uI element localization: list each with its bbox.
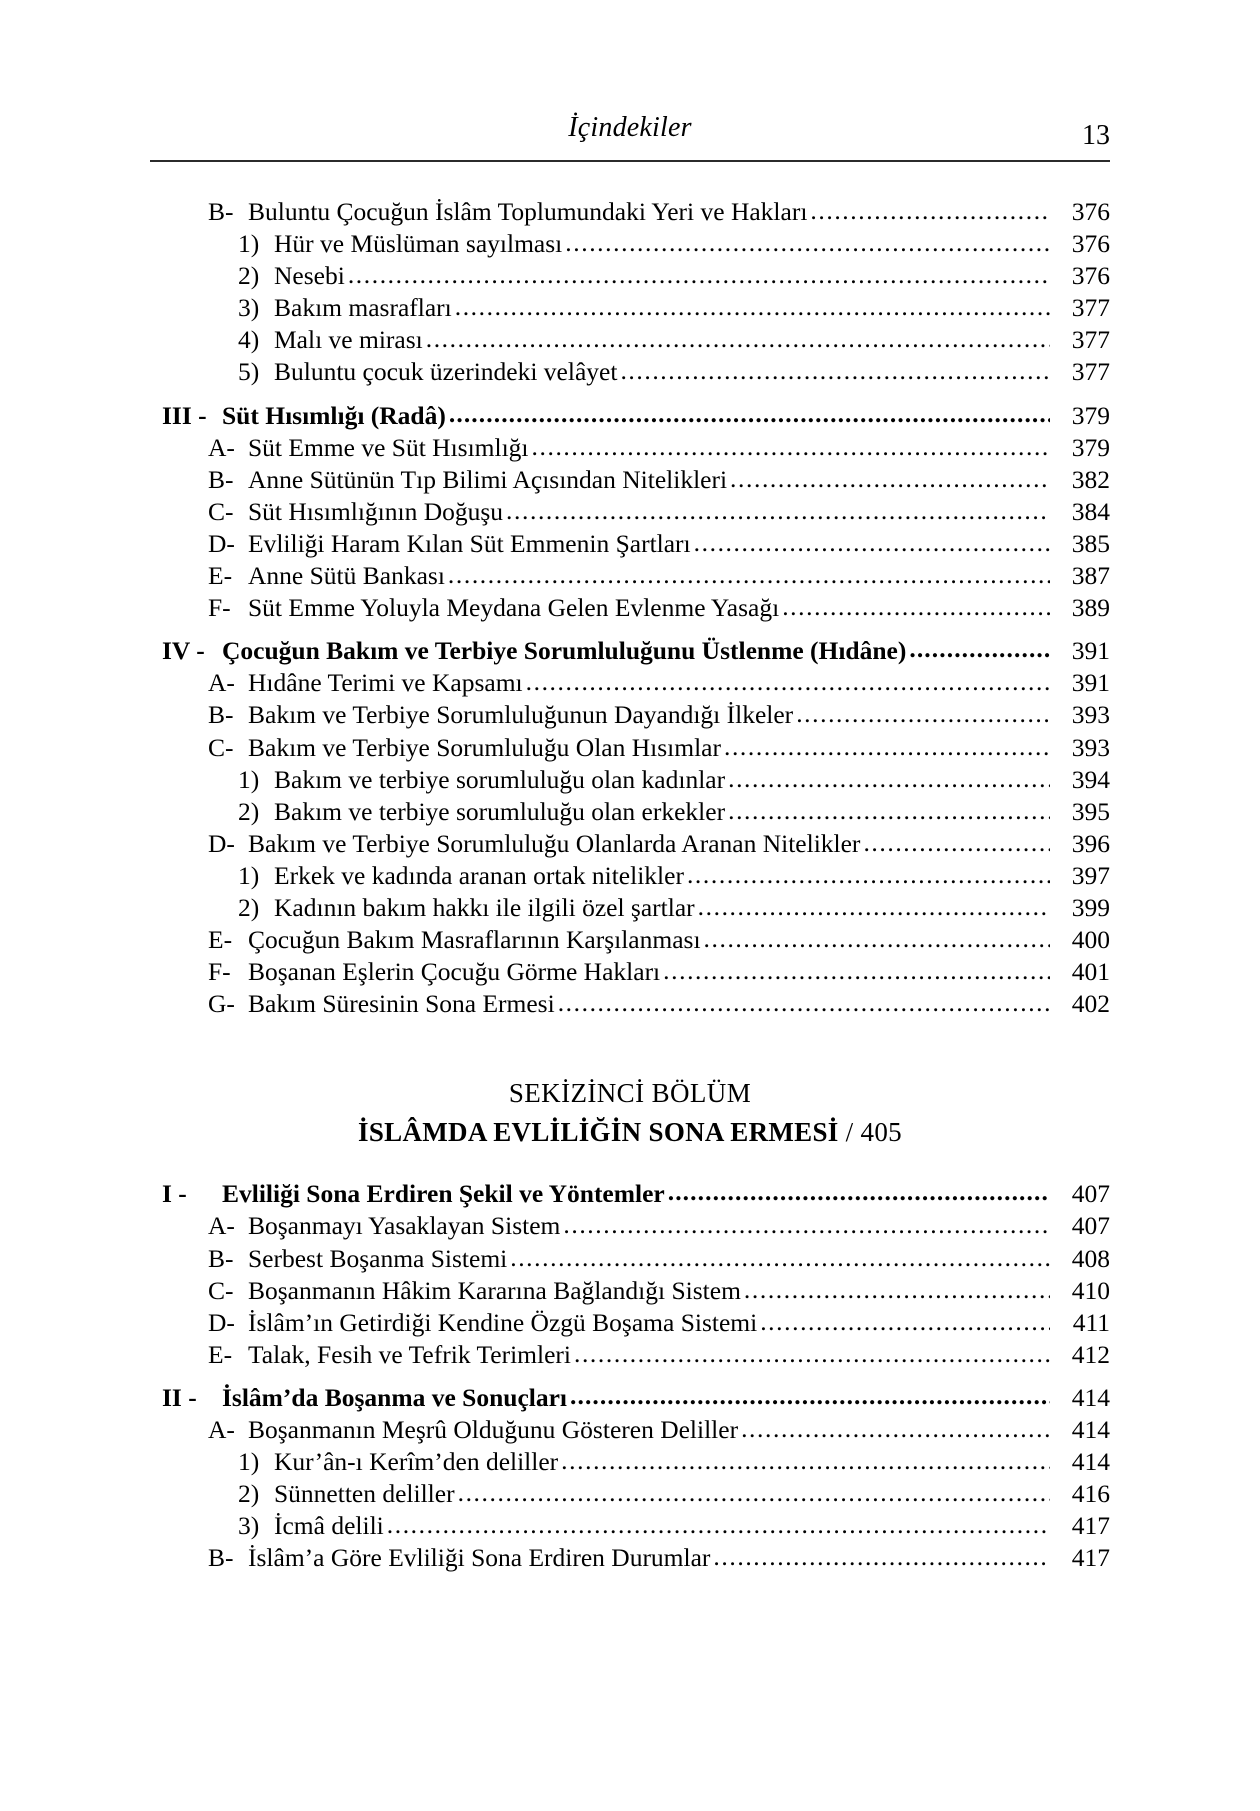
toc-leader-dots: [687, 859, 1050, 891]
toc-entry-label: B-: [208, 700, 234, 730]
toc-list-part-two: [150, 1178, 1110, 1574]
toc-entry[interactable]: [150, 796, 1110, 828]
toc-entry[interactable]: [150, 1478, 1110, 1510]
folio-number: 13: [1082, 120, 1110, 151]
toc-entry-page: 414: [1071, 1415, 1110, 1444]
toc-entry-label: III -: [162, 400, 207, 430]
toc-leader-dots: [532, 431, 1050, 463]
toc-leader-dots: [744, 1274, 1050, 1306]
toc-entry-page: 379: [1071, 400, 1110, 430]
toc-entry-page: 417: [1071, 1543, 1110, 1573]
toc-leader-dots: [455, 291, 1050, 323]
toc-entry-text: Kadının bakım hakkı ile ilgili özel şartlar: [274, 892, 695, 922]
toc-entry-page: 385: [1071, 528, 1110, 558]
toc-entry[interactable]: [150, 1243, 1110, 1275]
toc-entry-text: İslâm’da Boşanma ve Sonuçları: [222, 1382, 567, 1412]
chapter-heading: [150, 1074, 1110, 1152]
toc-entry-label: B-: [208, 1543, 234, 1573]
toc-entry[interactable]: [150, 667, 1110, 699]
toc-entry-label: B-: [208, 197, 234, 226]
toc-entry-text: Süt Emme Yoluyla Meydana Gelen Evlenme Yasağı: [248, 593, 780, 623]
toc-entry-page: 417: [1071, 1511, 1110, 1541]
toc-leader-dots: [565, 227, 1050, 259]
toc-entry-page: 382: [1071, 464, 1110, 494]
toc-entry-label: F-: [208, 957, 231, 987]
toc-entry-text: Hür ve Müslüman sayılması: [274, 229, 563, 259]
toc-entry[interactable]: [150, 560, 1110, 592]
toc-entry-page: 376: [1071, 197, 1110, 226]
toc-entry-page: 393: [1071, 732, 1110, 762]
toc-entry-page: 391: [1071, 668, 1110, 698]
toc-entry-page: 411: [1072, 1307, 1110, 1337]
toc-entry[interactable]: [150, 635, 1110, 667]
toc-entry-page: 412: [1071, 1339, 1110, 1369]
toc-entry-text: Bakım ve Terbiye Sorumluluğu Olanlarda Aranan Nitelikler: [248, 828, 861, 858]
toc-leader-dots: [796, 698, 1050, 730]
chapter-title-line: [150, 1112, 1110, 1152]
toc-leader-dots: [663, 955, 1050, 987]
toc-entry-text: Serbest Boşanma Sistemi: [248, 1243, 508, 1273]
toc-entry-label: C-: [208, 1275, 234, 1305]
toc-entry-label: 1): [238, 229, 260, 259]
chapter-title-text: İSLÂMDA EVLİLİĞİN SONA ERMESİ: [358, 1117, 839, 1148]
toc-entry-text: Bakım ve Terbiye Sorumluluğunun Dayandığı İlkeler: [248, 700, 794, 730]
toc-entry-page: 376: [1071, 229, 1110, 259]
toc-entry-label: 3): [238, 293, 260, 323]
toc-entry-label: 2): [238, 1479, 260, 1509]
toc-entry-label: II -: [162, 1382, 197, 1412]
toc-entry-page: 396: [1071, 828, 1110, 858]
toc-entry-label: B-: [208, 1243, 234, 1273]
toc-entry-label: 1): [238, 860, 260, 890]
toc-entry-label: B-: [208, 464, 234, 494]
toc-entry-label: 5): [238, 357, 260, 387]
toc-entry-text: Boşanmayı Yasaklayan Sistem: [248, 1211, 561, 1241]
toc-entry-page: 408: [1071, 1243, 1110, 1273]
toc-entry-text: Evliliği Sona Erdiren Şekil ve Yöntemler: [222, 1179, 665, 1209]
toc-leader-dots: [620, 355, 1050, 387]
toc-leader-dots: [760, 1306, 1050, 1338]
toc-entry[interactable]: [150, 1510, 1110, 1542]
toc-leader-dots: [563, 1209, 1050, 1241]
toc-leader-dots: [713, 1541, 1050, 1573]
toc-entry-label: E-: [208, 561, 233, 591]
toc-entry[interactable]: [150, 592, 1110, 624]
toc-entry[interactable]: [150, 764, 1110, 796]
toc-entry-page: 379: [1071, 432, 1110, 462]
toc-entry-page: 416: [1071, 1479, 1110, 1509]
toc-entry-page: 395: [1071, 796, 1110, 826]
toc-entry[interactable]: [150, 324, 1110, 356]
toc-entry-page: 387: [1071, 561, 1110, 591]
toc-leader-dots: [730, 463, 1050, 495]
toc-entry-text: Süt Emme ve Süt Hısımlığı: [248, 432, 529, 462]
toc-entry[interactable]: [150, 828, 1110, 860]
toc-entry-text: Bakım Süresinin Sona Ermesi: [248, 989, 555, 1019]
toc-leader-dots: [510, 1242, 1050, 1274]
toc-entry-page: 399: [1071, 892, 1110, 922]
toc-entry[interactable]: [150, 988, 1110, 1020]
toc-entry-text: Bakım ve terbiye sorumluluğu olan kadınlar: [274, 764, 726, 794]
toc-leader-dots: [810, 195, 1050, 227]
toc-leader-dots: [698, 891, 1050, 923]
toc-entry-page: 407: [1071, 1179, 1110, 1209]
toc-entry-page: 377: [1071, 293, 1110, 323]
toc-entry-label: 2): [238, 892, 260, 922]
toc-leader-dots: [668, 1176, 1050, 1208]
toc-leader-dots: [387, 1509, 1050, 1541]
toc-entry-page: 401: [1071, 957, 1110, 987]
toc-leader-dots: [561, 1445, 1050, 1477]
toc-entry-label: E-: [208, 1339, 233, 1369]
toc-entry-label: 4): [238, 325, 260, 355]
toc-entry[interactable]: [150, 464, 1110, 496]
toc-leader-dots: [704, 923, 1050, 955]
toc-entry-label: IV -: [162, 636, 205, 666]
toc-entry[interactable]: [150, 732, 1110, 764]
toc-entry-label: A-: [208, 668, 235, 698]
toc-entry[interactable]: [150, 196, 1110, 228]
toc-entry-text: Buluntu çocuk üzerindeki velâyet: [274, 357, 618, 387]
toc-entry-page: 414: [1071, 1382, 1110, 1412]
table-of-contents: [150, 196, 1110, 1574]
toc-entry-text: Evliliği Haram Kılan Süt Emmenin Şartları: [248, 528, 691, 558]
toc-entry-text: Buluntu Çocuğun İslâm Toplumundaki Yeri ve Hakları: [248, 197, 808, 226]
toc-leader-dots: [782, 591, 1050, 623]
toc-entry[interactable]: [150, 1542, 1110, 1574]
toc-entry[interactable]: [150, 1178, 1110, 1210]
toc-leader-dots: [863, 827, 1050, 859]
toc-leader-dots: [526, 666, 1050, 698]
toc-list-part-one: [150, 196, 1110, 1020]
toc-entry[interactable]: [150, 1275, 1110, 1307]
toc-entry-label: 2): [238, 261, 260, 291]
toc-entry-label: C-: [208, 732, 234, 762]
toc-entry-text: Nesebi: [274, 261, 345, 291]
toc-entry-text: Bakım ve terbiye sorumluluğu olan erkekler: [274, 796, 726, 826]
toc-entry[interactable]: [150, 528, 1110, 560]
toc-entry-label: G-: [208, 989, 235, 1019]
toc-entry-page: 402: [1071, 989, 1110, 1019]
toc-entry[interactable]: [150, 892, 1110, 924]
toc-entry[interactable]: [150, 292, 1110, 324]
toc-leader-dots: [909, 633, 1050, 665]
toc-entry[interactable]: [150, 1210, 1110, 1242]
toc-entry-text: İslâm’a Göre Evliliği Sona Erdiren Durumlar: [248, 1543, 711, 1573]
toc-leader-dots: [506, 495, 1050, 527]
toc-entry-text: Anne Sütü Bankası: [248, 561, 445, 591]
toc-entry-text: Hıdâne Terimi ve Kapsamı: [248, 668, 523, 698]
toc-leader-dots: [348, 259, 1050, 291]
toc-entry-text: Çocuğun Bakım Masraflarının Karşılanması: [248, 925, 701, 955]
toc-entry-page: 393: [1071, 700, 1110, 730]
toc-entry-text: Süt Hısımlığının Doğuşu: [248, 496, 504, 526]
toc-entry-text: Erkek ve kadında aranan ortak nitelikler: [274, 860, 684, 890]
toc-entry-label: A-: [208, 432, 235, 462]
toc-entry-label: D-: [208, 828, 235, 858]
toc-entry-text: Boşanan Eşlerin Çocuğu Görme Hakları: [248, 957, 661, 987]
toc-entry-text: Boşanmanın Hâkim Kararına Bağlandığı Sistem: [248, 1275, 741, 1305]
toc-entry-label: E-: [208, 925, 233, 955]
toc-entry-text: Süt Hısımlığı (Radâ): [222, 400, 446, 430]
toc-entry-page: 384: [1071, 496, 1110, 526]
toc-leader-dots: [741, 1413, 1050, 1445]
toc-leader-dots: [448, 559, 1050, 591]
running-header: [150, 112, 1110, 172]
toc-entry-label: 2): [238, 796, 260, 826]
header-divider: [150, 160, 1110, 162]
toc-entry[interactable]: [150, 1307, 1110, 1339]
toc-leader-dots: [570, 1380, 1050, 1412]
toc-leader-dots: [449, 398, 1050, 430]
toc-entry-text: Boşanmanın Meşrû Olduğunu Gösteren Deliller: [248, 1415, 739, 1444]
toc-entry-text: Kur’ân-ı Kerîm’den deliller: [274, 1447, 559, 1477]
toc-entry-page: 391: [1071, 636, 1110, 666]
toc-entry-page: 400: [1071, 925, 1110, 955]
toc-entry-page: 410: [1071, 1275, 1110, 1305]
toc-entry-label: A-: [208, 1415, 235, 1444]
toc-leader-dots: [724, 731, 1050, 763]
toc-entry-text: Bakım masrafları: [274, 293, 452, 323]
toc-entry-page: 377: [1071, 357, 1110, 387]
toc-entry-page: 376: [1071, 261, 1110, 291]
toc-leader-dots: [728, 795, 1050, 827]
toc-entry-text: Sünnetten deliller: [274, 1479, 455, 1509]
toc-entry-text: İslâm’ın Getirdiği Kendine Özgü Boşama Sistemi: [248, 1307, 758, 1337]
toc-entry-text: Bakım ve Terbiye Sorumluluğu Olan Hısımlar: [248, 732, 721, 762]
toc-entry-label: D-: [208, 528, 235, 558]
toc-entry-text: Çocuğun Bakım ve Terbiye Sorumluluğunu Üstlenme (Hıdâne): [222, 636, 907, 666]
toc-entry-page: 407: [1071, 1211, 1110, 1241]
toc-entry-text: Anne Sütünün Tıp Bilimi Açısından Nitelikleri: [248, 464, 728, 494]
toc-entry[interactable]: [150, 956, 1110, 988]
toc-entry-page: 389: [1071, 593, 1110, 623]
chapter-kicker: SEKİZİNCİ BÖLÜM: [508, 1078, 752, 1109]
toc-entry[interactable]: [150, 432, 1110, 464]
toc-leader-dots: [558, 987, 1050, 1019]
toc-entry[interactable]: [150, 228, 1110, 260]
toc-entry[interactable]: [150, 924, 1110, 956]
toc-leader-dots: [574, 1338, 1050, 1370]
toc-entry-text: İcmâ delili: [274, 1511, 384, 1541]
toc-entry-page: 397: [1071, 860, 1110, 890]
toc-entry-text: Malı ve mirası: [274, 325, 423, 355]
toc-entry-text: Talak, Fesih ve Tefrik Terimleri: [248, 1339, 571, 1369]
toc-entry[interactable]: [150, 1339, 1110, 1371]
toc-entry-label: D-: [208, 1307, 235, 1337]
toc-leader-dots: [694, 527, 1050, 559]
chapter-separator: /: [838, 1117, 861, 1148]
toc-leader-dots: [458, 1477, 1050, 1509]
toc-entry-label: 1): [238, 764, 260, 794]
page-title: İçindekiler: [568, 112, 692, 143]
toc-entry-page: 414: [1071, 1447, 1110, 1477]
chapter-start-page: 405: [860, 1117, 902, 1148]
toc-entry-page: 377: [1071, 325, 1110, 355]
toc-entry-label: F-: [208, 593, 231, 623]
toc-entry[interactable]: [150, 356, 1110, 388]
toc-entry[interactable]: [150, 400, 1110, 432]
toc-entry-page: 394: [1071, 764, 1110, 794]
toc-entry[interactable]: [150, 860, 1110, 892]
toc-entry-label: 1): [238, 1447, 260, 1477]
toc-leader-dots: [426, 323, 1050, 355]
toc-entry-label: A-: [208, 1211, 235, 1241]
toc-entry-label: 3): [238, 1511, 260, 1541]
toc-entry[interactable]: [150, 1446, 1110, 1478]
toc-entry[interactable]: [150, 699, 1110, 731]
toc-entry[interactable]: [150, 1382, 1110, 1414]
toc-entry-label: I -: [162, 1179, 187, 1209]
toc-entry[interactable]: [150, 260, 1110, 292]
toc-entry[interactable]: [150, 1414, 1110, 1446]
toc-entry-label: C-: [208, 496, 234, 526]
toc-leader-dots: [728, 763, 1050, 795]
toc-entry[interactable]: [150, 496, 1110, 528]
